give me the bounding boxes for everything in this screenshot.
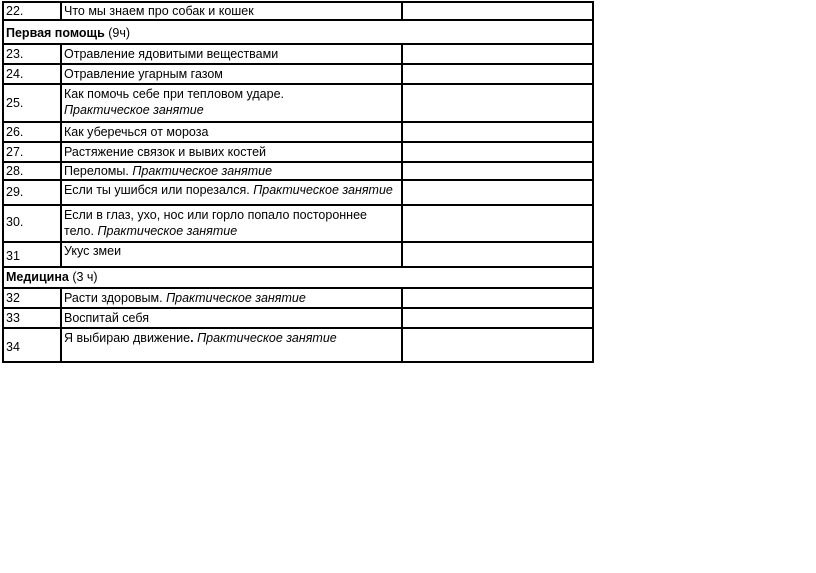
row-number: 34 xyxy=(6,340,20,354)
row-number: 23. xyxy=(6,47,24,61)
row-number: 30. xyxy=(6,215,24,229)
row-title: Как уберечься от мороза xyxy=(64,125,209,139)
row-title: Отравление угарным газом xyxy=(64,67,223,81)
row-title: Если в глаз, ухо, нос или горло попало постороннее xyxy=(64,208,367,222)
row-title: Отравление ядовитыми веществами xyxy=(64,47,279,61)
section-heading-first-aid: Первая помощь (9ч) xyxy=(6,26,131,40)
row-note: Практическое занятие xyxy=(64,103,204,117)
row-title: Укус змеи xyxy=(64,244,122,258)
row-number: 27. xyxy=(6,145,24,159)
row-number: 29. xyxy=(6,185,24,199)
row-title: Расти здоровым. Практическое занятие xyxy=(64,291,306,305)
row-title: Если ты ушибся или порезался. Практическое занятие xyxy=(64,183,393,197)
row-number: 24. xyxy=(6,67,24,81)
row-title: Воспитай себя xyxy=(64,311,149,325)
row-number: 32 xyxy=(6,291,20,305)
row-number: 33 xyxy=(6,311,20,325)
row-title: Переломы. Практическое занятие xyxy=(64,164,273,178)
row-title: Что мы знаем про собак и кошек xyxy=(64,4,254,18)
row-number: 28. xyxy=(6,164,24,178)
row-title: Растяжение связок и вывих костей xyxy=(64,145,267,159)
row-title: Я выбираю движение. Практическое занятие xyxy=(64,331,337,345)
row-title-cont: тело. Практическое занятие xyxy=(64,224,238,238)
section-heading-medicine: Медицина (3 ч) xyxy=(6,270,98,284)
row-number: 22. xyxy=(6,4,24,18)
row-number: 31 xyxy=(6,249,20,263)
row-number: 26. xyxy=(6,125,24,139)
row-title: Как помочь себе при тепловом ударе. xyxy=(64,87,285,101)
row-number: 25. xyxy=(6,96,24,110)
